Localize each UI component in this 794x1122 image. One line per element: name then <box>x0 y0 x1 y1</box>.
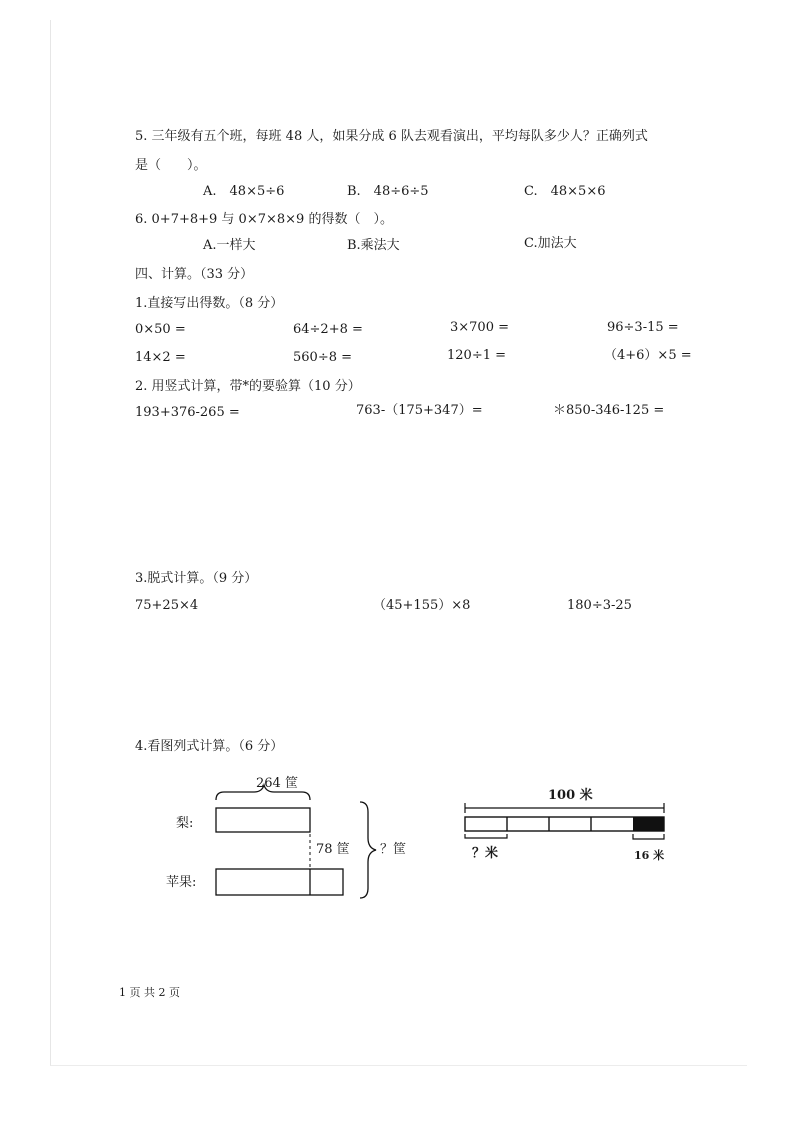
segment-unknown-label: ？米 <box>472 846 499 861</box>
direct-item: 560÷8 = <box>293 350 353 365</box>
vertical-item: ＊850-346-125 = <box>553 403 665 418</box>
q6-option-c: C.加法大 <box>524 236 577 251</box>
difference-label: 78 筐 <box>316 842 350 857</box>
stepwise-item: 180÷3-25 <box>567 598 632 613</box>
direct-item: 14×2 = <box>135 350 186 365</box>
remainder-label: 16 米 <box>634 849 665 862</box>
q5-option-c: C. 48×5×6 <box>524 184 606 199</box>
section-title: 四、计算。（33 分） <box>135 267 254 282</box>
direct-item: 64÷2+8 = <box>293 322 363 337</box>
diagram-title: 4.看图列式计算。（6 分） <box>135 739 284 754</box>
direct-item: 3×700 = <box>450 320 510 335</box>
direct-item: 0×50 = <box>135 322 186 337</box>
q6-stem: 6. 0+7+8+9 与 0×7×8×9 的得数（ ）。 <box>135 212 393 227</box>
q6-option-b: B.乘法大 <box>347 238 400 253</box>
apple-label: 苹果: <box>166 875 197 890</box>
total-unknown-label: ？筐 <box>380 842 407 857</box>
pear-label: 梨: <box>176 816 194 831</box>
length-total-label: 100 米 <box>548 788 593 803</box>
q5-line1: 5. 三年级有五个班，每班 48 人，如果分成 6 队去观看演出，平均每队多少人？正确列式 <box>135 129 648 144</box>
direct-item: 120÷1 = <box>447 348 507 363</box>
pear-total-label: 264 筐 <box>256 776 298 791</box>
q5-option-a: A. 48×5÷6 <box>203 184 285 199</box>
q6-option-a: A.一样大 <box>203 238 256 253</box>
q5-option-b: B. 48÷6÷5 <box>347 184 429 199</box>
stepwise-title: 3.脱式计算。（9 分） <box>135 571 258 586</box>
vertical-title: 2. 用竖式计算，带*的要验算（10 分） <box>135 379 361 394</box>
stepwise-item: （45+155）×8 <box>373 598 471 613</box>
direct-item: （4+6）×5 = <box>604 348 692 363</box>
vertical-item: 763-（175+347）= <box>356 403 483 418</box>
direct-item: 96÷3-15 = <box>607 320 679 335</box>
page-footer: 1 页 共 2 页 <box>119 986 180 999</box>
q5-line2: 是（ ）。 <box>135 158 207 173</box>
stepwise-item: 75+25×4 <box>135 598 199 613</box>
direct-title: 1.直接写出得数。（8 分） <box>135 296 284 311</box>
vertical-item: 193+376-265 = <box>135 405 240 420</box>
